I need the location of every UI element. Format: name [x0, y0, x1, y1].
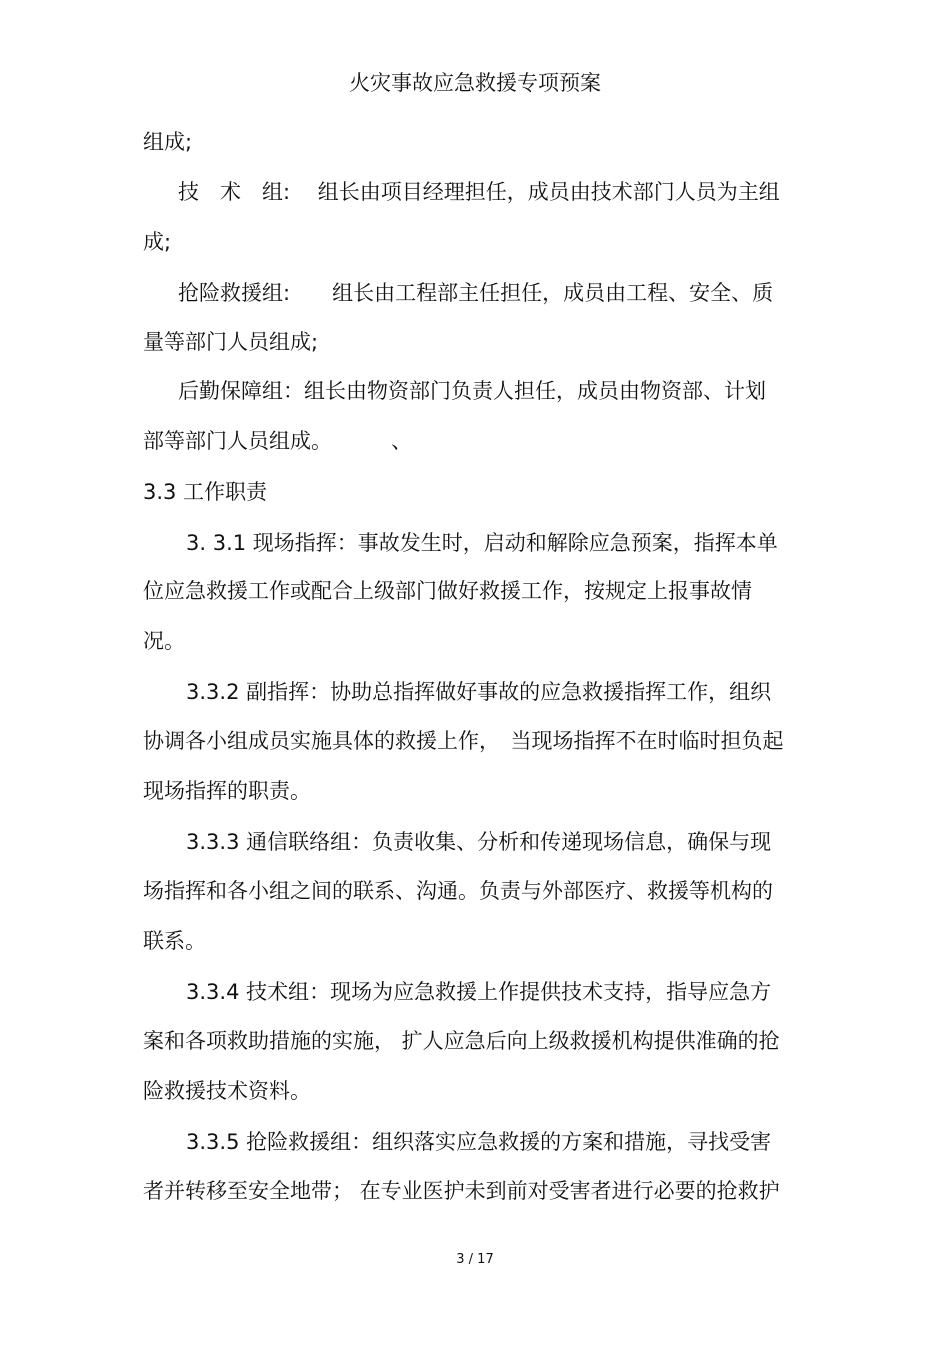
- text-line: 成;: [143, 230, 172, 254]
- page-number: 3 / 17: [456, 1252, 494, 1267]
- text-line: 现场指挥的职责。: [143, 779, 311, 803]
- text-line: 者并转移至安全地带； 在专业医护未到前对受害者进行必要的抢救护: [143, 1179, 780, 1203]
- section-heading: 3.3 工作职责: [143, 480, 268, 504]
- text-line: 险救援技术资料。: [143, 1079, 311, 1103]
- text-line: 组成;: [143, 130, 193, 154]
- text-line: 案和各项救助措施的实施， 扩人应急后向上级救援机构提供准确的抢: [143, 1029, 780, 1053]
- text-line: 量等部门人员组成;: [143, 330, 319, 354]
- text-line: 况。: [143, 629, 185, 653]
- text-line: 技 术 组: 组长由项目经理担任，成员由技术部门人员为主组: [178, 180, 780, 204]
- text-line: 3.3.5 抢险救援组：组织落实应急救援的方案和措施，寻找受害: [186, 1130, 772, 1154]
- text-line: 位应急救援工作或配合上级部门做好救援工作，按规定上报事故情: [143, 579, 752, 603]
- text-line: 联系。: [143, 929, 206, 953]
- text-line: 抢险救援组: 组长由工程部主任担任，成员由工程、安全、质: [178, 281, 774, 305]
- text-line: 3. 3.1 现场指挥：事故发生时，启动和解除应急预案，指挥本单: [186, 531, 778, 555]
- text-line: 3.3.3 通信联络组：负责收集、分析和传递现场信息，确保与现: [186, 830, 772, 854]
- text-line: 3.3.4 技术组：现场为应急救援上作提供技术支持，指导应急方: [186, 980, 772, 1004]
- text-line: 部等部门人员组成。 、: [143, 429, 413, 453]
- text-line: 协调各小组成员实施具体的救援上作， 当现场指挥不在时临时担负起: [143, 729, 784, 753]
- text-line: 场指挥和各小组之间的联系、沟通。负责与外部医疗、救援等机构的: [143, 879, 773, 903]
- text-line: 3.3.2 副指挥：协助总指挥做好事故的应急救援指挥工作，组织: [186, 680, 772, 704]
- text-line: 后勤保障组：组长由物资部门负责人担任，成员由物资部、计划: [178, 379, 766, 403]
- page-header-title: 火灾事故应急救援专项预案: [349, 71, 601, 95]
